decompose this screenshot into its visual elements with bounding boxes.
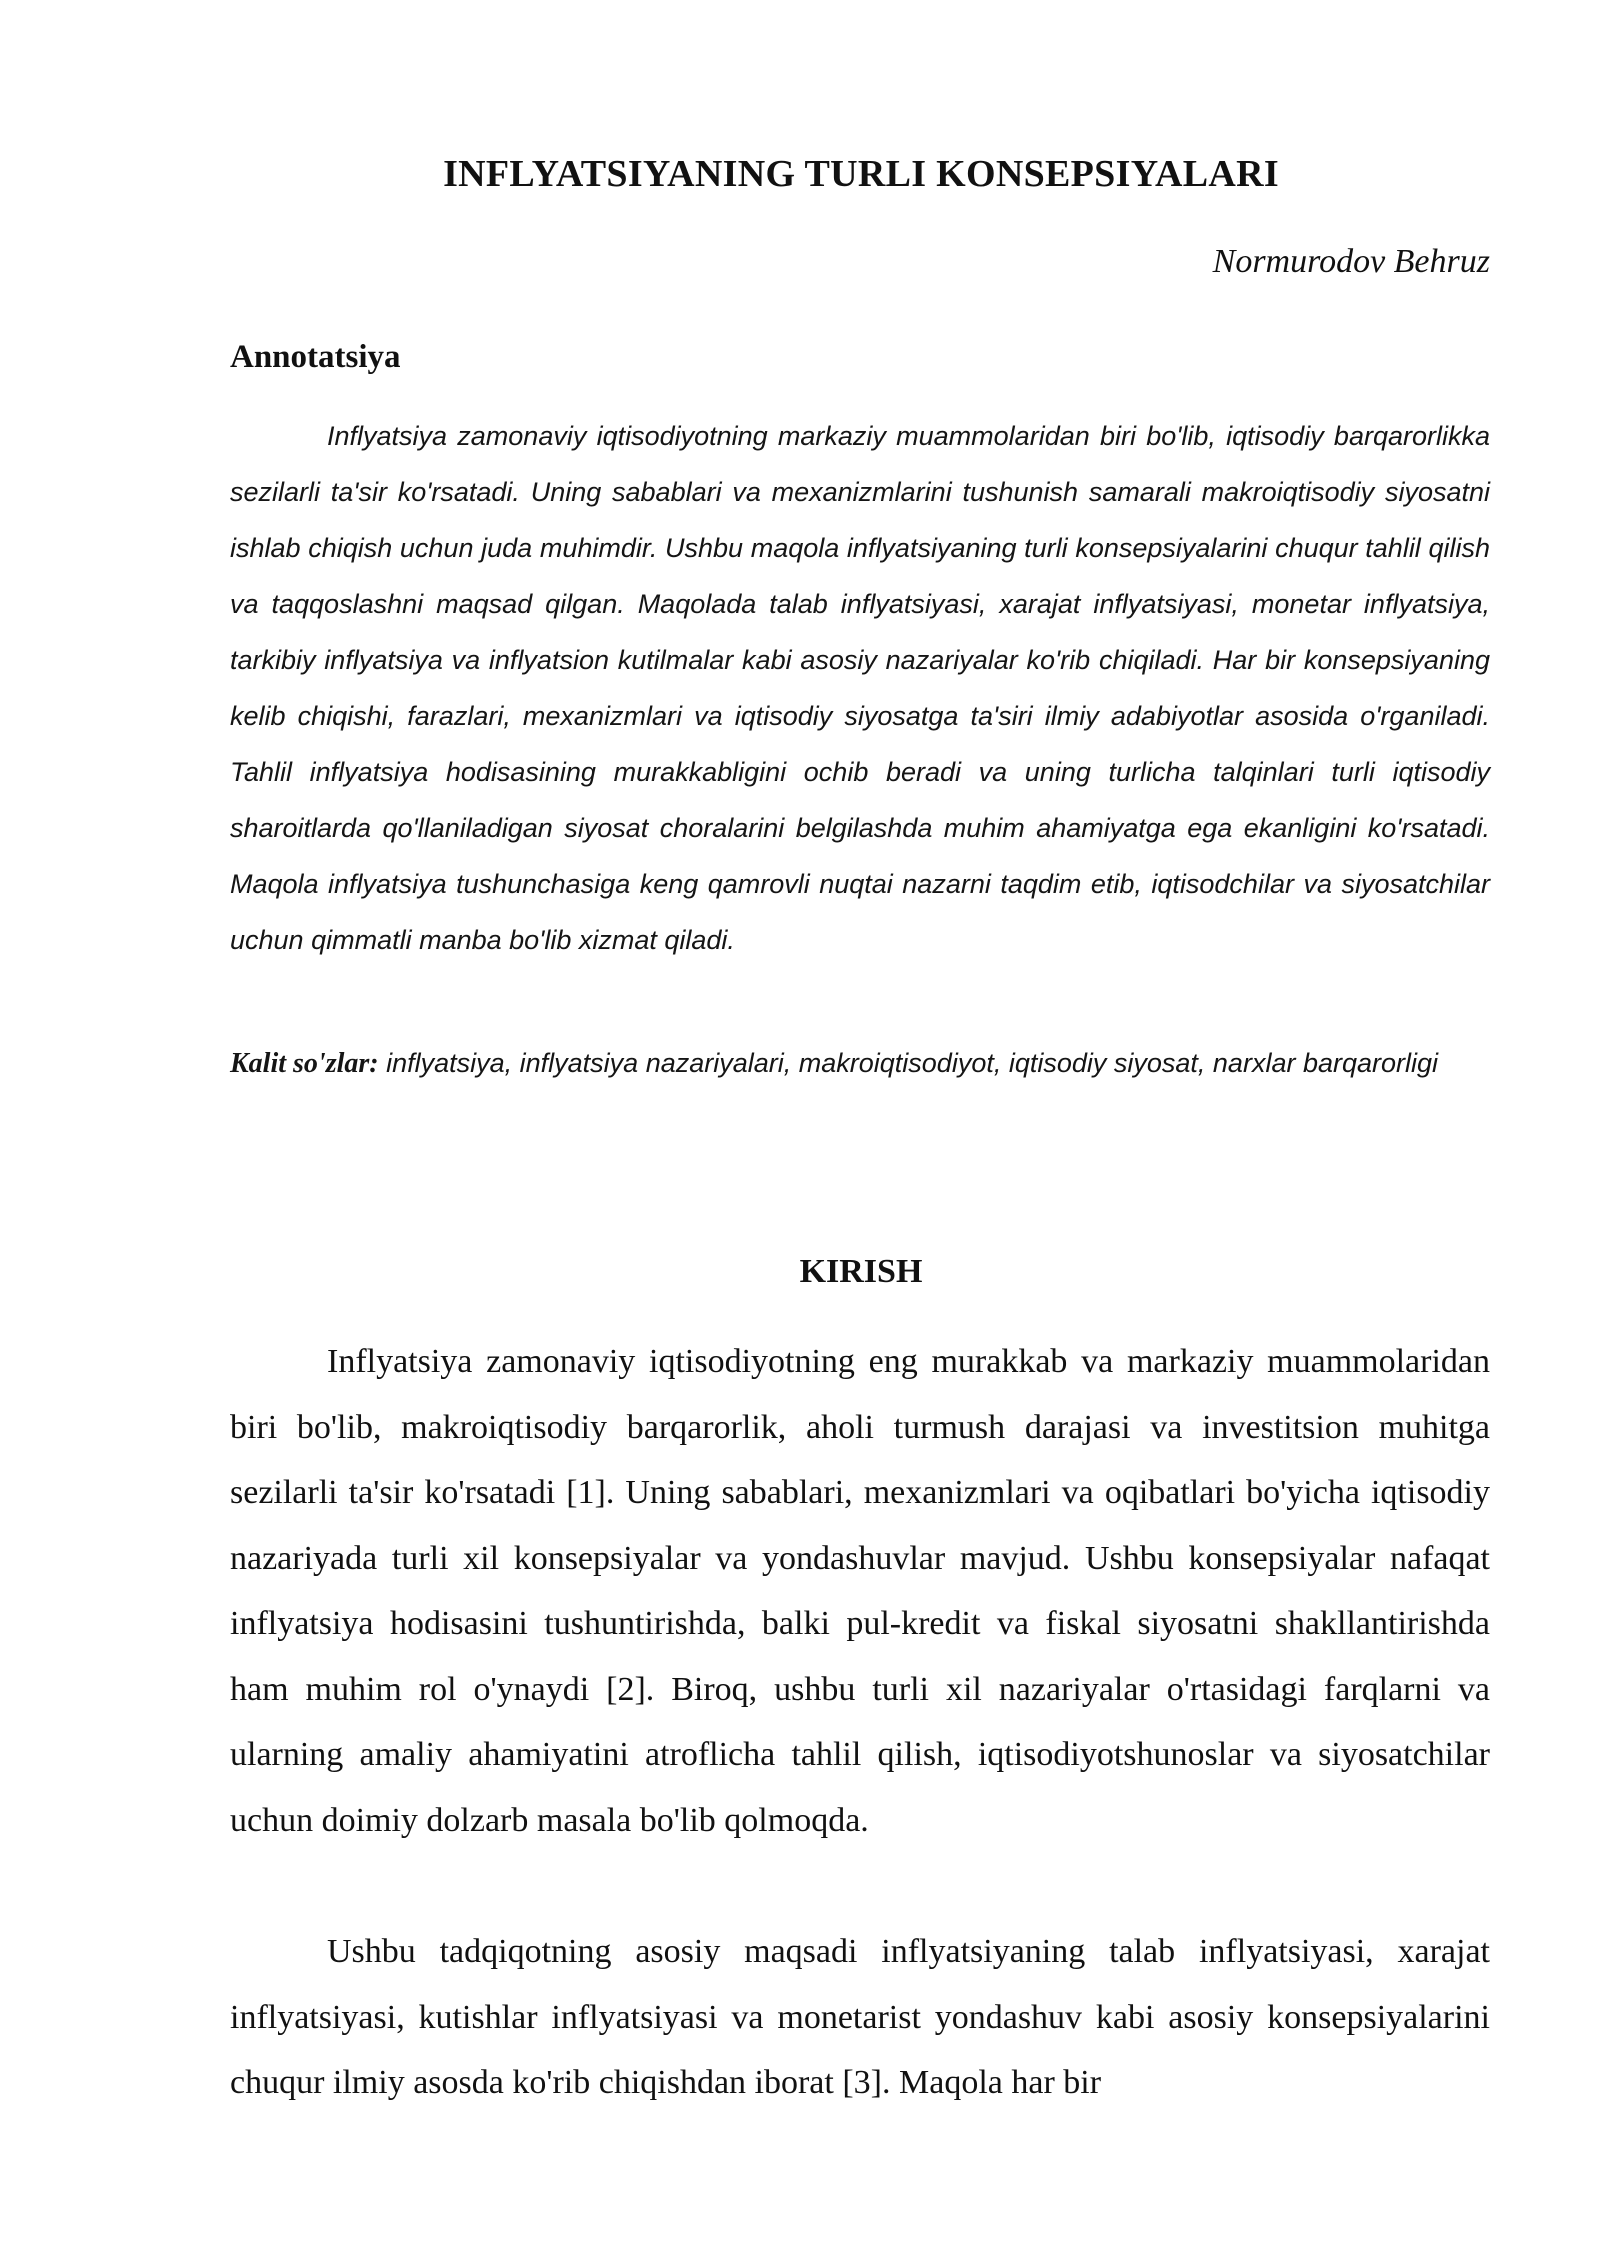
keywords-paragraph bbox=[230, 1035, 1490, 1092]
introduction-paragraph-2: Ushbu tadqiqotning asosiy maqsadi inflyatsiyaning talab inflyatsiyasi, xarajat inflyatsiyasi, kutishlar inflyatsiyasi va monetarist yondashuv kabi asosiy konsepsiyalarini chuqur ilmiy asosda ko'rib chiqishdan iborat [3]. Maqola har bir bbox=[230, 1933, 1490, 2101]
keywords-label: Kalit so'zlar: bbox=[230, 1048, 379, 1079]
author-name: Normurodov Behruz bbox=[1212, 243, 1490, 280]
paper-title: INFLYATSIYANING TURLI KONSEPSIYALARI bbox=[443, 153, 1279, 195]
introduction-heading: KIRISH bbox=[799, 1253, 923, 1290]
abstract-text: Inflyatsiya zamonaviy iqtisodiyotning markaziy muammolaridan biri bo'lib, iqtisodiy barqarorlikka sezilarli ta'sir ko'rsatadi. Uning sabablari va mexanizmlarini tushunish samarali makroiqtisodiy siyosatni ishlab chiqish uchun juda muhimdir. Ushbu maqola inflyatsiyaning turli konsepsiyalarini chuqur tahlil qilish va taqqoslashni maqsad qilgan. Maqolada talab inflyatsiyasi, xarajat inflyatsiyasi, monetar inflyatsiya, tarkibiy inflyatsiya va inflyatsion kutilmalar kabi asosiy nazariyalar ko'rib chiqiladi. Har bir konsepsiyaning kelib chiqishi, farazlari, mexanizmlari va iqtisodiy siyosatga ta'siri ilmiy adabiyotlar asosida o'rganiladi. Tahlil inflyatsiya hodisasining murakkabligini ochib beradi va uning turlicha talqinlari turli iqtisodiy sharoitlarda qo'llaniladigan siyosat choralarini belgilashda muhim ahamiyatga ega ekanligini ko'rsatadi. Maqola inflyatsiya tushunchasiga keng qamrovli nuqtai nazarni taqdim etib, iqtisodchilar va siyosatchilar uchun qimmatli manba bo'lib xizmat qiladi. bbox=[230, 421, 1490, 955]
introduction-paragraph-1: Inflyatsiya zamonaviy iqtisodiyotning eng murakkab va markaziy muammolaridan biri bo'lib, makroiqtisodiy barqarorlik, aholi turmush darajasi va investitsion muhitga sezilarli ta'sir ko'rsatadi [1]. Uning sabablari, mexanizmlari va oqibatlari bo'yicha iqtisodiy nazariyada turli xil konsepsiyalar va yondashuvlar mavjud. Ushbu konsepsiyalar nafaqat inflyatsiya hodisasini tushuntirishda, balki pul-kredit va fiskal siyosatni shakllantirishda ham muhim rol o'ynaydi [2]. Biroq, ushbu turli xil nazariyalar o'rtasidagi farqlarni va ularning amaliy ahamiyatini atroflicha tahlil qilish, iqtisodiyotshunoslar va siyosatchilar uchun doimiy dolzarb masala bo'lib qolmoqda. bbox=[230, 1343, 1490, 1839]
keywords-text: inflyatsiya, inflyatsiya nazariyalari, makroiqtisodiyot, iqtisodiy siyosat, narxlar barqarorligi bbox=[378, 1048, 1439, 1078]
abstract-heading: Annotatsiya bbox=[230, 339, 401, 375]
